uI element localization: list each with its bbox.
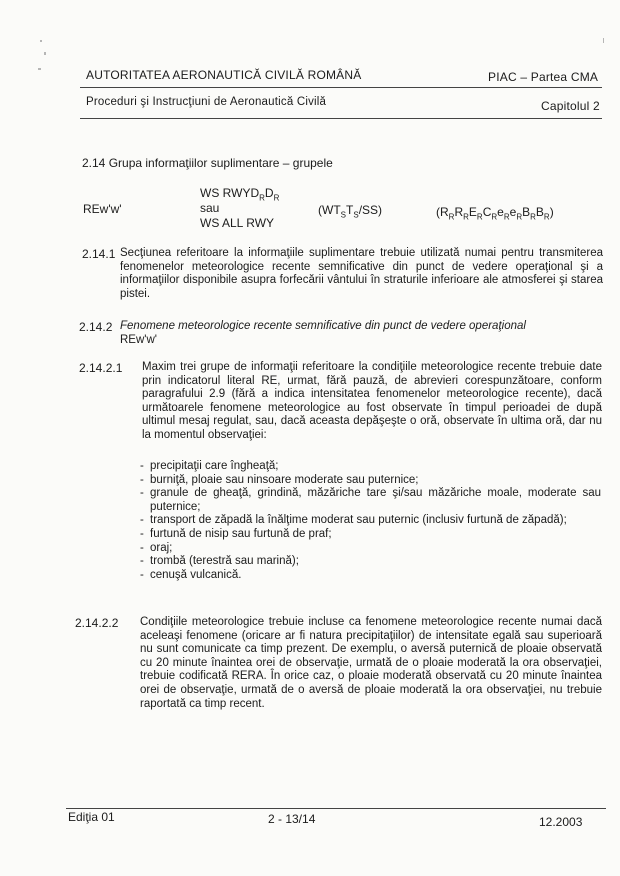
header-authority: AUTORITATEA AERONAUTICĂ CIVILĂ ROMÂNĂ: [86, 68, 362, 82]
scan-speck: [603, 38, 604, 43]
para-21422-number: 2.14.2.2: [75, 616, 119, 630]
list-item: - granule de gheaţă, grindină, măzăriche tare şi/sau măzăriche moale, moderate sau puternice;: [140, 487, 601, 513]
code-rr-group: $(R_RR_RE_RC_Re_Re_RB_RB_R)$: [436, 205, 554, 222]
code-reww: REw'w': [83, 202, 122, 216]
para-2142-title: Fenomene meteorologice recente semnificative din punct de vedere operaţional: [120, 320, 526, 332]
footer-date: 12.2003: [539, 815, 583, 829]
footer-rule: [66, 808, 606, 809]
header-rule-top: [80, 87, 602, 88]
para-21421-text: Maxim trei grupe de informaţii referitoare la condiţiile meteorologice recente trebuie date prin indicatorul literal RE, urmat, fără pauză, de abrevieri corespunzătoare, conform paragrafului 2.9 (fără a indica intensitatea fenomenelor meteorologice recente), dacă următoarele fenomene meteorologice au fost observate în timpul perioadei de după ultimul mesaj regulat, sau, dacă aceasta depăşeşte o oră, observate în ultima oră, dar nu la momentul observaţiei:: [142, 361, 602, 441]
section-title: 2.14 Grupa informaţiilor suplimentare – grupele: [82, 156, 333, 170]
code-ws-all: WS ALL RWY: [200, 216, 275, 230]
para-2141-number: 2.14.1: [82, 247, 116, 261]
scan-speck: [44, 52, 46, 55]
list-item: - burniţă, ploaie sau ninsoare moderate sau puternice;: [140, 473, 419, 486]
header-chapter: Capitolul 2: [541, 99, 600, 113]
code-or-word: sau: [200, 201, 220, 215]
list-item: - trombă (terestră sau marină);: [140, 555, 299, 568]
scan-speck: [38, 68, 41, 70]
footer-page: 2 - 13/14: [268, 812, 316, 826]
list-item: - precipitaţii care îngheaţă;: [140, 460, 279, 472]
code-ws-rwy: WS $RWYD_RD_R$: [200, 186, 280, 203]
list-item: - cenuşă vulcanică.: [140, 568, 242, 581]
list-item: - furtună de nisip sau furtună de praf;: [140, 527, 332, 540]
header-doc-ref: PIAC – Partea CMA: [488, 70, 599, 84]
para-21421-number: 2.14.2.1: [79, 361, 123, 375]
list-item: - oraj;: [140, 541, 173, 554]
header-subtitle: Proceduri şi Instrucţiuni de Aeronautică Civilă: [86, 96, 327, 108]
scan-speck: [40, 40, 42, 42]
list-item: - transport de zăpadă la înălţime moderat sau puternic (inclusiv furtună de zăpadă);: [140, 514, 567, 527]
para-2142-number: 2.14.2: [79, 320, 113, 334]
header-rule-bottom: [80, 118, 602, 119]
para-21422-text: Condiţiile meteorologice trebuie incluse ca fenomene meteorologice recente numai dacă aceleaşi fenomene (oricare ar fi natura precipitaţiilor) de intensitate egală sau superioară nu sunt comunicate ca timp prezent. De exemplu, o aversă puternică de ploaie observată cu 20 minute înaintea orei de observaţie, urmată de o ploaie moderată la ora observaţiei, trebuie codificată RERA. În orice caz, o ploaie moderată observată cu 20 minute înaintea orei de observaţie, urmată de o aversă de ploaie moderată la ora observaţiei, nu trebuie raportată ca timp recent.: [140, 616, 602, 710]
phenomena-list: [140, 460, 601, 582]
footer-edition: Ediţia 01: [68, 810, 115, 824]
code-wt-group: $(WT_ST_S/SS)$: [318, 203, 383, 220]
para-2141-text: Secţiunea referitoare la informaţiile suplimentare trebuie utilizată numai pentru transmiterea fenomenelor meteorologice recente semnificative din punct de vedere operaţional şi a informaţiilor disponibile asupra forfecării vântului în straturile inferioare ale atmosferei şi starea pistei.: [120, 247, 603, 300]
para-2142-group: REw'w': [120, 334, 157, 346]
